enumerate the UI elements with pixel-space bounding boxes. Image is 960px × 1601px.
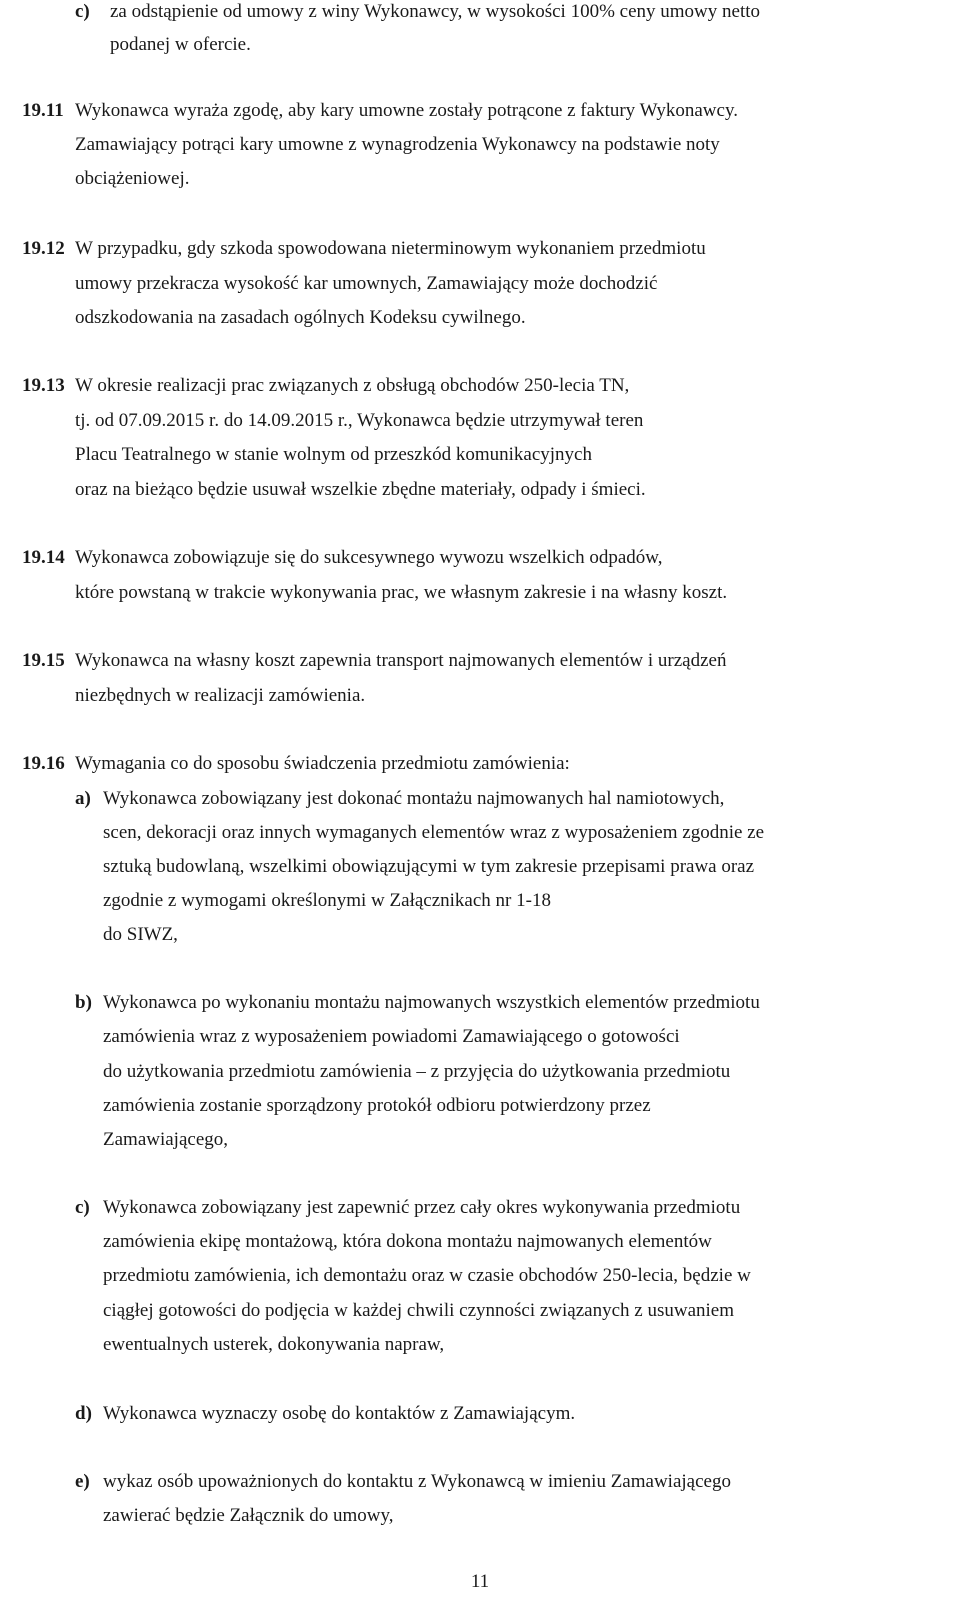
item-label: d) xyxy=(75,1403,92,1424)
text-line: ciągłej gotowości do podjęcia w każdej chwili czynności związanych z usuwaniem xyxy=(103,1300,734,1321)
text-line: zamówienia wraz z wyposażeniem powiadomi Zamawiającego o gotowości xyxy=(103,1026,680,1047)
section-number: 19.14 xyxy=(22,547,65,568)
text-line: Wykonawca po wykonaniu montażu najmowanych wszystkich elementów przedmiotu xyxy=(103,992,760,1013)
item-label: c) xyxy=(75,1,90,22)
text-line: W okresie realizacji prac związanych z obsługą obchodów 250-lecia TN, xyxy=(75,375,630,396)
text-line: zawierać będzie Załącznik do umowy, xyxy=(103,1505,394,1526)
section-number: 19.12 xyxy=(22,238,65,259)
text-line: do SIWZ, xyxy=(103,924,178,945)
text-line: Wymagania co do sposobu świadczenia przedmiotu zamówienia: xyxy=(75,753,570,774)
text-line: scen, dekoracji oraz innych wymaganych elementów wraz z wyposażeniem zgodnie ze xyxy=(103,822,765,843)
text-line: zamówienia zostanie sporządzony protokół odbioru potwierdzony przez xyxy=(103,1095,651,1116)
text-line: obciążeniowej. xyxy=(75,168,190,189)
text-line: Wykonawca wyznaczy osobę do kontaktów z Zamawiającym. xyxy=(103,1403,576,1424)
text-line: przedmiotu zamówienia, ich demontażu oraz w czasie obchodów 250-lecia, będzie w xyxy=(103,1265,751,1286)
text-line: ewentualnych usterek, dokonywania napraw, xyxy=(103,1334,445,1355)
text-line: umowy przekracza wysokość kar umownych, Zamawiający może dochodzić xyxy=(75,273,658,294)
text-line: Zamawiający potrąci kary umowne z wynagrodzenia Wykonawcy na podstawie noty xyxy=(75,134,720,155)
text-line: Zamawiającego, xyxy=(103,1129,229,1150)
text-line: do użytkowania przedmiotu zamówienia – z przyjęcia do użytkowania przedmiotu xyxy=(103,1061,731,1082)
text-line: za odstąpienie od umowy z winy Wykonawcy, w wysokości 100% ceny umowy netto xyxy=(110,1,761,22)
text-line: W przypadku, gdy szkoda spowodowana nieterminowym wykonaniem przedmiotu xyxy=(75,238,706,259)
section-number: 19.11 xyxy=(22,100,64,121)
item-label: e) xyxy=(75,1471,90,1492)
text-line: zgodnie z wymogami określonymi w Załącznikach nr 1-18 xyxy=(103,890,551,911)
text-line: Wykonawca zobowiązany jest zapewnić przez cały okres wykonywania przedmiotu xyxy=(103,1197,741,1218)
section-number: 19.16 xyxy=(22,753,65,774)
text-line: Wykonawca zobowiązany jest dokonać montażu najmowanych hal namiotowych, xyxy=(103,788,725,809)
text-line: odszkodowania na zasadach ogólnych Kodeksu cywilnego. xyxy=(75,307,526,328)
text-line: podanej w ofercie. xyxy=(110,34,251,55)
text-line: zamówienia ekipę montażową, która dokona montażu najmowanych elementów xyxy=(103,1231,712,1252)
item-label: b) xyxy=(75,992,92,1013)
section-number: 19.13 xyxy=(22,375,65,396)
text-line: Wykonawca na własny koszt zapewnia transport najmowanych elementów i urządzeń xyxy=(75,650,727,671)
text-line: Placu Teatralnego w stanie wolnym od przeszkód komunikacyjnych xyxy=(75,444,592,465)
text-line: które powstaną w trakcie wykonywania prac, we własnym zakresie i na własny koszt. xyxy=(75,582,728,603)
text-line: Wykonawca zobowiązuje się do sukcesywnego wywozu wszelkich odpadów, xyxy=(75,547,663,568)
text-line: oraz na bieżąco będzie usuwał wszelkie zbędne materiały, odpady i śmieci. xyxy=(75,479,646,500)
text-line: sztuką budowlaną, wszelkimi obowiązującymi w tym zakresie przepisami prawa oraz xyxy=(103,856,755,877)
section-number: 19.15 xyxy=(22,650,65,671)
text-line: Wykonawca wyraża zgodę, aby kary umowne zostały potrącone z faktury Wykonawcy. xyxy=(75,100,738,121)
item-label: a) xyxy=(75,788,91,809)
text-line: niezbędnych w realizacji zamówienia. xyxy=(75,685,366,706)
text-line: wykaz osób upoważnionych do kontaktu z Wykonawcą w imieniu Zamawiającego xyxy=(103,1471,731,1492)
page-number: 11 xyxy=(470,1571,490,1592)
item-label: c) xyxy=(75,1197,90,1218)
text-line: tj. od 07.09.2015 r. do 14.09.2015 r., Wykonawca będzie utrzymywał teren xyxy=(75,410,644,431)
